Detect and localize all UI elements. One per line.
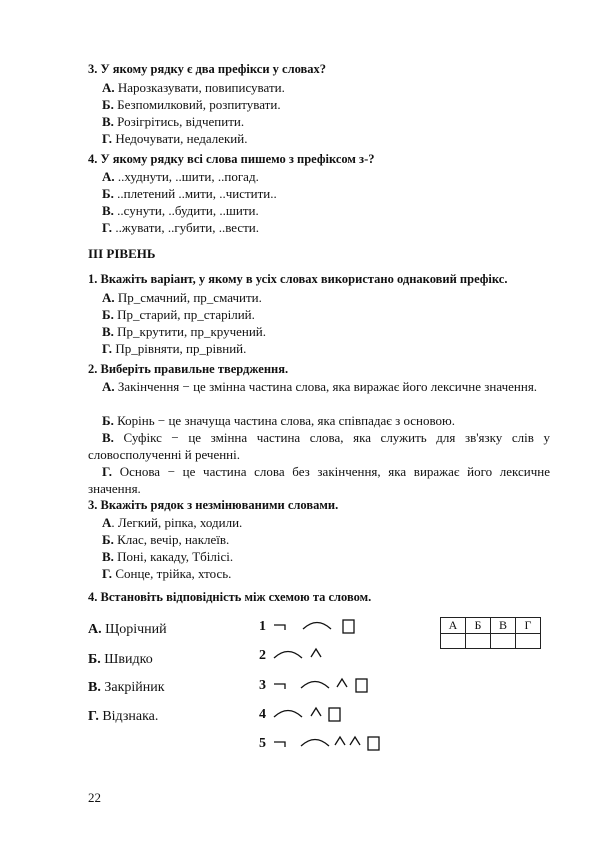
answer-header-d: Г <box>516 618 541 634</box>
question-3b-option-d: Г. Сонце, трійка, хтось. <box>102 566 232 581</box>
question-3-option-d: Г. Недочувати, недалекий. <box>102 131 248 146</box>
question-3b-option-a: А. Легкий, ріпка, ходили. <box>102 515 243 530</box>
question-3-title: 3. У якому рядку є два префікси у словах? <box>88 62 327 76</box>
question-1-option-d: Г. Пр_рівняти, пр_рівний. <box>102 341 247 356</box>
statement-a: А. Закінчення − це змінна частина слова, яка виражає його лексичне значення. <box>102 379 538 394</box>
statement-d: Г. Основа − це частина слова без закінчення, яка виражає його лексичне значення. <box>88 464 550 496</box>
question-4b-title: 4. Встановіть відповідність між схемою та словом. <box>88 590 372 604</box>
answer-table <box>440 617 541 649</box>
section-title: ІІІ РІВЕНЬ <box>88 246 156 261</box>
question-1-title: 1. Вкажіть варіант, у якому в усіх словах використано однаковий префікс. <box>88 272 508 286</box>
question-3-option-b: Б. Безпомилковий, розпитувати. <box>102 97 281 112</box>
question-3b-option-c: В. Поні, какаду, Тбілісі. <box>102 549 234 564</box>
question-3-option-a: А. Нарозказувати, повиписувати. <box>102 80 285 95</box>
statement-b: Б. Корінь − це значуща частина слова, яка співпадає з основою. <box>102 413 456 428</box>
question-1-option-a: А. Пр_смачний, пр_смачити. <box>102 290 262 305</box>
match-word-a: А. Щорічний <box>88 622 167 637</box>
scheme-1-morphemes <box>271 617 381 639</box>
question-4-option-a: А. ..худнути, ..шити, ..погад. <box>102 169 259 184</box>
statement-c: В. Суфікс − це змінна частина слова, яка служить для зв'язку слів у словосполученні й реченні. <box>88 430 550 462</box>
match-word-d: Г. Відзнака. <box>88 709 159 724</box>
scheme-4-morphemes <box>271 705 381 727</box>
question-4-option-b: Б. ..плетений ..мити, ..чистити.. <box>102 186 277 201</box>
answer-cell-d[interactable] <box>516 634 541 649</box>
answer-header-b: Б <box>466 618 491 634</box>
question-3-option-c: В. Розігрітись, відчепити. <box>102 114 245 129</box>
scheme-2-morphemes <box>271 646 381 668</box>
scheme-5-morphemes <box>271 734 391 756</box>
answer-header-a: А <box>441 618 466 634</box>
question-4-option-d: Г. ..жувати, ..губити, ..вести. <box>102 220 260 235</box>
question-2-title: 2. Виберіть правильне твердження. <box>88 362 289 376</box>
question-4-option-c: В. ..сунути, ..будити, ..шити. <box>102 203 259 218</box>
answer-cell-c[interactable] <box>491 634 516 649</box>
answer-cell-a[interactable] <box>441 634 466 649</box>
scheme-3-morphemes <box>271 676 381 698</box>
answer-header-c: В <box>491 618 516 634</box>
match-word-b: Б. Швидко <box>88 652 153 667</box>
answer-cell-b[interactable] <box>466 634 491 649</box>
question-3b-option-b: Б. Клас, вечір, наклеїв. <box>102 532 230 547</box>
question-3b-title: 3. Вкажіть рядок з незмінюваними словами. <box>88 498 339 512</box>
question-4-title: 4. У якому рядку всі слова пишемо з префіксом з-? <box>88 152 375 166</box>
question-1-option-c: В. Пр_крутити, пр_кручений. <box>102 324 267 339</box>
match-word-c: В. Закрійник <box>88 680 165 695</box>
page-number: 22 <box>88 790 101 805</box>
question-1-option-b: Б. Пр_старий, пр_старілий. <box>102 307 255 322</box>
